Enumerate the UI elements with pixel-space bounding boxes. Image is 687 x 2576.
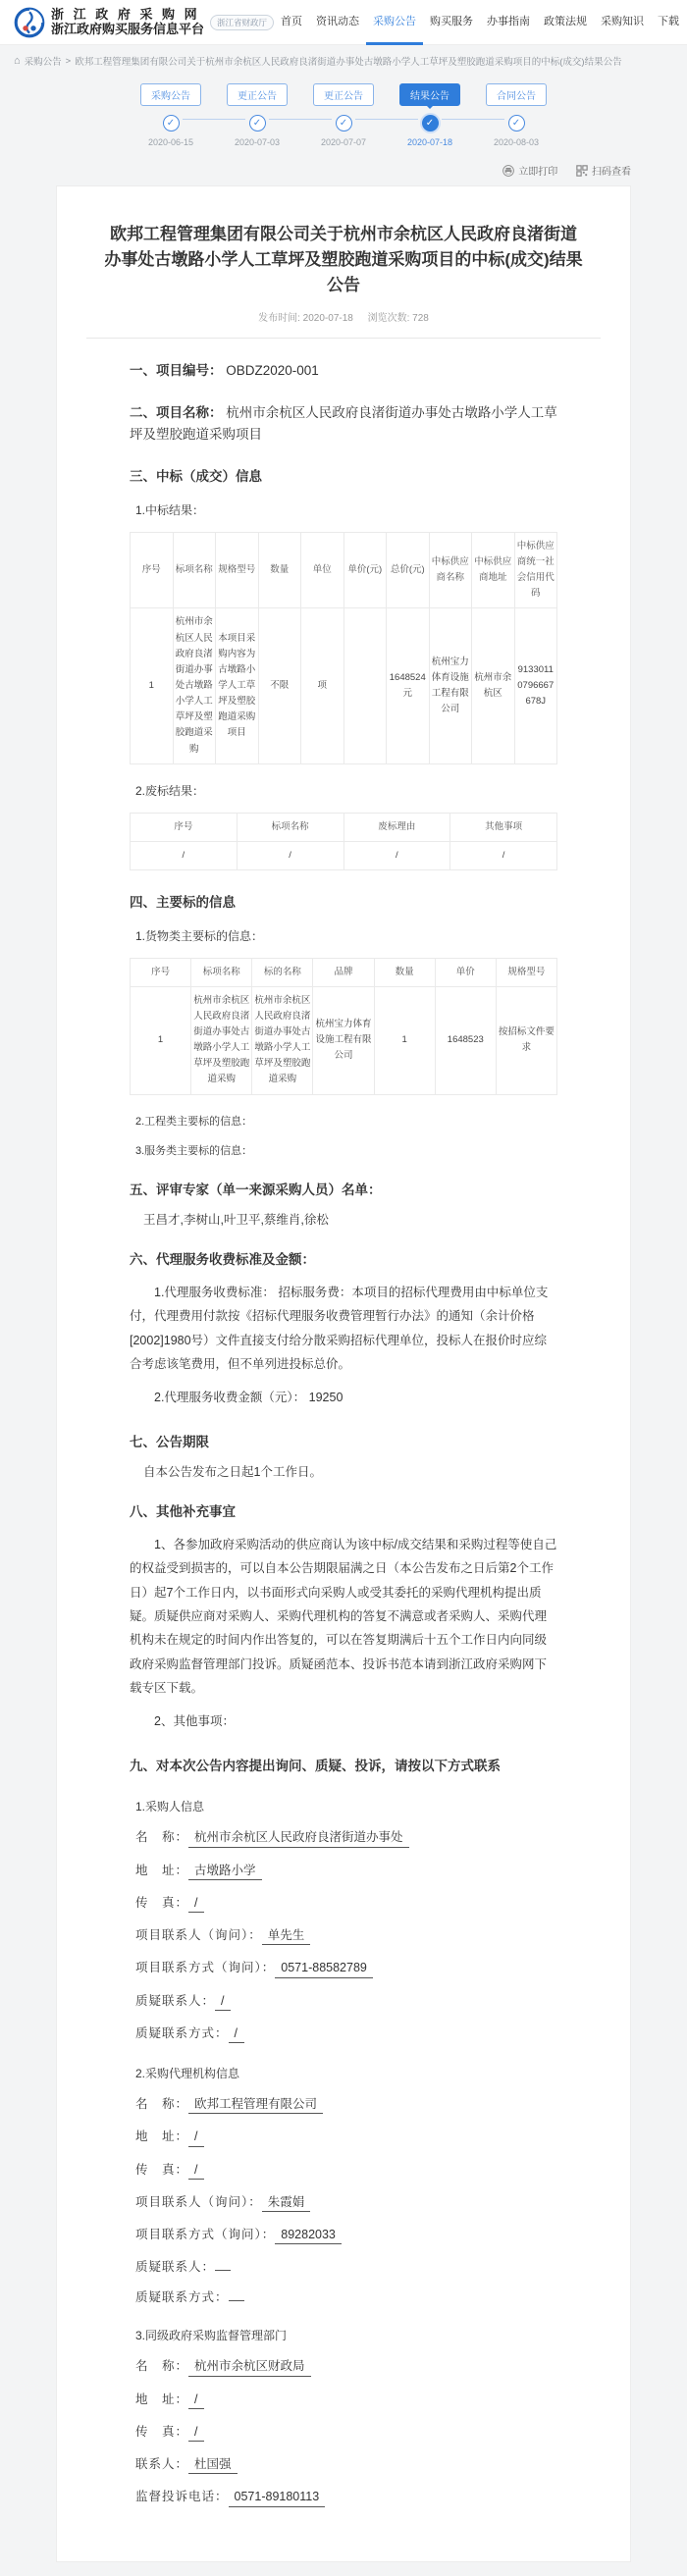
site-title-block [51, 8, 204, 37]
table-cell: / [450, 841, 557, 869]
table-cell: 杭州宝力体育设施工程有限公司 [313, 986, 374, 1094]
contact-line [130, 1861, 557, 1880]
contact-line [130, 2024, 557, 2043]
column-header: 单位 [301, 532, 344, 608]
column-header: 规格型号 [216, 532, 259, 608]
contact-value: 欧邦工程管理有限公司 [188, 2096, 323, 2114]
table-row [131, 608, 557, 763]
scan-qr-button[interactable] [576, 163, 631, 178]
table-cell: 本项目采购内容为古墩路小学人工草坪及塑胶跑道采购项目 [216, 608, 259, 763]
table-header-row [131, 958, 557, 986]
contact-value: 89282033 [275, 2227, 342, 2244]
section-1-heading: 一、项目编号： [130, 362, 223, 378]
contact-label: 传 真： [135, 2424, 189, 2439]
section-7-heading: 七、公告期限 [130, 1434, 209, 1449]
column-header: 序号 [131, 532, 174, 608]
table-cell: 项 [301, 608, 344, 763]
breadcrumb-current: 欧邦工程管理集团有限公司关于杭州市余杭区人民政府良渚街道办事处古墩路小学人工草坪及塑胶跑道采购项目的中标(成交)结果公告 [75, 57, 622, 68]
contact-line [130, 2390, 557, 2409]
table-row [131, 841, 557, 869]
contact-value: 杭州市余杭区财政局 [188, 2358, 311, 2376]
contact-value: 古墩路小学 [188, 1863, 262, 1880]
timeline-tab-result[interactable]: 结果公告 [399, 83, 460, 106]
view-count: 浏览次数: 728 [367, 312, 429, 324]
section-4-heading: 四、主要标的信息 [130, 895, 236, 911]
site-header [0, 0, 687, 45]
contact-line [130, 1925, 557, 1945]
contact-label: 项目联系人（询问）： [135, 2194, 262, 2209]
print-button[interactable] [502, 163, 557, 178]
contact-line [130, 2257, 557, 2275]
section-2-heading: 二、项目名称： [130, 405, 223, 421]
timeline-date: 2020-07-03 [234, 137, 281, 147]
timeline-date: 2020-08-03 [493, 137, 540, 147]
site-title: 浙 江 政 府 采 购 网 [51, 6, 200, 22]
article-meta [86, 309, 601, 324]
contact-group [130, 1798, 557, 2043]
table-cell: 1 [374, 986, 435, 1094]
contact-value: / [188, 2162, 204, 2180]
contact-line [130, 1893, 557, 1913]
announcement-period: 自本公告发布之日起1个工作日。 [143, 1465, 322, 1480]
column-header: 其他事项 [450, 813, 557, 841]
column-header: 单价(元) [344, 532, 387, 608]
column-header: 规格型号 [496, 958, 556, 986]
contact-value: 杭州市余杭区人民政府良渚街道办事处 [188, 1829, 409, 1847]
column-header: 中标供应商名称 [429, 532, 472, 608]
project-number: OBDZ2020-001 [226, 362, 319, 378]
contact-line [130, 2454, 557, 2474]
rejected-result-table [130, 813, 557, 870]
column-header: 中标供应商地址 [472, 532, 515, 608]
contact-group [130, 2065, 557, 2305]
table-header-row [131, 813, 557, 841]
column-header: 单价 [435, 958, 496, 986]
contact-value: / [188, 1895, 204, 1913]
services-info-label: 3.服务类主要标的信息： [135, 1144, 253, 1157]
breadcrumb-separator: > [65, 55, 72, 67]
award-result-table [130, 532, 557, 764]
contact-value: 单先生 [262, 1927, 311, 1945]
contact-label: 名 称： [135, 2097, 189, 2112]
rejected-result-label: 2.废标结果： [135, 783, 205, 798]
column-header: 序号 [131, 958, 191, 986]
nav-item-news[interactable]: 资讯动态 [316, 16, 360, 27]
table-cell [344, 608, 387, 763]
print-button-label: 立即打印 [518, 167, 558, 178]
timeline-date: 2020-07-18 [406, 137, 453, 147]
contact-label: 地 址： [135, 2129, 189, 2144]
contact-label: 项目联系人（询问）： [135, 1928, 262, 1943]
nav-item-download[interactable]: 下载 [658, 16, 679, 27]
table-cell: 杭州宝力体育设施工程有限公司 [429, 608, 472, 763]
breadcrumb-root-link[interactable]: 采购公告 [24, 57, 62, 68]
column-header: 标项名称 [191, 958, 252, 986]
supplement-paragraph-2: 2、其他事项： [154, 1714, 235, 1729]
section-2-project-name [130, 402, 557, 445]
contact-line [130, 2225, 557, 2244]
table-header-row [131, 532, 557, 608]
timeline-step-result [387, 83, 473, 147]
contact-label: 传 真： [135, 1895, 189, 1910]
agency-fee-standard: 1.代理服务收费标准： 招标服务费：本项目的招标代理费用由中标单位支付，代理费用付款按《招标代理服务收费管理暂行办法》的通知（余计价格[2002]1980号）文件直接支付给分散采购招标代理单位，投标人在报价时应综合考虑该笔费用，但不单列进投标总价。 [130, 1285, 549, 1371]
printer-icon [502, 165, 514, 177]
contact-line [130, 2487, 557, 2506]
contact-value: / [188, 2129, 204, 2146]
works-info-label: 2.工程类主要标的信息： [135, 1115, 253, 1128]
contact-line [130, 2287, 557, 2305]
table-cell: / [131, 841, 238, 869]
contact-label: 质疑联系方式： [135, 2290, 229, 2305]
table-cell: / [237, 841, 344, 869]
announcement-card [56, 185, 631, 2562]
contact-label: 名 称： [135, 2359, 189, 2374]
project-name: 杭州市余杭区人民政府良渚街道办事处古墩路小学人工草坪及塑胶跑道采购项目 [130, 405, 557, 442]
contact-label: 联系人： [135, 2457, 189, 2472]
timeline-tab-contract[interactable]: 合同公告 [486, 83, 547, 106]
column-header: 品牌 [313, 958, 374, 986]
contact-label: 监督投诉电话： [135, 2490, 229, 2504]
expert-names: 王昌才,李树山,叶卫平,蔡维肖,徐松 [143, 1213, 329, 1228]
main-nav [274, 0, 679, 45]
article-body [86, 360, 601, 2507]
timeline-tab-correction-1[interactable]: 更正公告 [227, 83, 288, 106]
table-cell: 杭州市余杭区人民政府良渚街道办事处古墩路小学人工草坪及塑胶跑道采购 [252, 986, 313, 1094]
section-6-heading: 六、代理服务收费标准及金额： [130, 1252, 315, 1268]
nav-item-knowledge[interactable]: 采购知识 [601, 16, 645, 27]
section-1-project-number [130, 360, 557, 382]
timeline-tab-correction-2[interactable]: 更正公告 [313, 83, 374, 106]
contact-value: 0571-89180113 [229, 2489, 326, 2506]
table-cell: 1648523 [435, 986, 496, 1094]
timeline-tab-procurement[interactable]: 采购公告 [140, 83, 201, 106]
page-title: 欧邦工程管理集团有限公司关于杭州市余杭区人民政府良渚街道办事处古墩路小学人工草坪及塑胶跑道采购项目的中标(成交)结果公告 [104, 224, 583, 295]
contact-label: 项目联系方式（询问）： [135, 2228, 276, 2242]
nav-item-guide[interactable]: 办事指南 [487, 16, 531, 27]
section-9-heading: 九、对本次公告内容提出询问、质疑、投诉，请按以下方式联系 [130, 1758, 501, 1773]
contact-value: 杜国强 [188, 2456, 238, 2474]
contact-label: 项目联系方式（询问）： [135, 1961, 276, 1975]
check-circle-icon: ✓ [508, 115, 525, 131]
contact-label: 地 址： [135, 1863, 189, 1877]
contact-label: 传 真： [135, 2162, 189, 2177]
goods-info-table [130, 958, 557, 1095]
contact-value [215, 2269, 231, 2271]
column-header: 总价(元) [387, 532, 430, 608]
table-cell: 杭州市余杭区人民政府良渚街道办事处古墩路小学人工草坪及塑胶跑道采购 [173, 608, 216, 763]
timeline-step-correction-1 [214, 83, 300, 147]
qr-code-icon [576, 165, 588, 177]
check-circle-icon: ✓ [163, 115, 180, 131]
column-header: 数量 [258, 532, 301, 608]
table-cell: 杭州市余杭区 [472, 608, 515, 763]
contact-groups [130, 1798, 557, 2506]
contact-label: 质疑联系人： [135, 2260, 216, 2275]
contact-line [130, 1991, 557, 2011]
contact-group [130, 2327, 557, 2506]
column-header: 标的名称 [252, 958, 313, 986]
site-logo [14, 7, 45, 38]
divider [86, 338, 601, 339]
contact-line [130, 2127, 557, 2146]
contact-value: / [215, 1993, 231, 2011]
contact-value: / [229, 2025, 244, 2043]
publish-date: 发布时间: 2020-07-18 [258, 312, 353, 324]
section-8-heading: 八、其他补充事宜 [130, 1504, 236, 1520]
timeline-step-procurement [128, 83, 214, 147]
nav-item-policies[interactable]: 政策法规 [544, 16, 588, 27]
page-actions [56, 163, 631, 180]
contact-line [130, 2422, 557, 2442]
timeline-date: 2020-07-07 [320, 137, 367, 147]
contact-value: 朱霞娟 [262, 2194, 311, 2212]
contact-line [130, 1827, 557, 1847]
home-icon: ⌂ [14, 55, 21, 67]
contact-group-title: 1.采购人信息 [135, 1800, 205, 1814]
table-cell: 不限 [258, 608, 301, 763]
contact-line [130, 2160, 557, 2180]
agency-fee-amount: 2.代理服务收费金额（元）： 19250 [154, 1391, 344, 1405]
announcement-timeline [0, 83, 687, 147]
contact-group-title: 3.同级政府采购监督管理部门 [135, 2329, 288, 2343]
nav-item-purchase-services[interactable]: 购买服务 [430, 16, 474, 27]
contact-line [130, 2356, 557, 2376]
contact-line [130, 1958, 557, 1977]
contact-label: 名 称： [135, 1830, 189, 1845]
nav-item-home[interactable]: 首页 [281, 16, 303, 27]
supplement-paragraph-1: 1、各参加政府采购活动的供应商认为该中标/成交结果和采购过程等使自己的权益受到损害的，可以自本公告期限届满之日（本公告发布之日后第2个工作日）起7个工作日内，以书面形式向采购人或受其委托的采购代理机构提出质疑。质疑供应商对采购人、采购代理机构的答复不满意或者采购人、采购代理机构未在规定的时间内作出答复的，可以在答复期满后十五个工作日内向同级政府采购监督管理部门投诉。质疑函范本、投诉书范本请到浙江政府采购网下载专区下载。 [130, 1537, 557, 1696]
column-header: 数量 [374, 958, 435, 986]
section-3-heading: 三、中标（成交）信息 [130, 469, 262, 485]
contact-label: 地 址： [135, 2392, 189, 2406]
table-cell: 按招标文件要求 [496, 986, 556, 1094]
contact-value: / [188, 2424, 204, 2442]
timeline-step-contract [473, 83, 559, 147]
contact-value: 0571-88582789 [275, 1960, 373, 1977]
check-circle-icon: ✓ [249, 115, 266, 131]
table-cell: 杭州市余杭区人民政府良渚街道办事处古墩路小学人工草坪及塑胶跑道采购 [191, 986, 252, 1094]
table-cell: 1 [131, 986, 191, 1094]
column-header: 标项名称 [173, 532, 216, 608]
column-header: 序号 [131, 813, 238, 841]
nav-item-procurement-notices[interactable]: 采购公告 [366, 0, 423, 45]
check-circle-icon: ✓ [336, 115, 352, 131]
finance-dept-badge: 浙江省财政厅 [210, 15, 274, 30]
timeline-date: 2020-06-15 [147, 137, 194, 147]
contact-value: / [188, 2392, 204, 2409]
timeline-step-correction-2 [300, 83, 387, 147]
contact-label: 质疑联系人： [135, 1993, 216, 2008]
table-cell: / [344, 841, 450, 869]
table-cell: 1648524元 [387, 608, 430, 763]
section-5-heading: 五、评审专家（单一来源采购人员）名单： [130, 1182, 382, 1197]
table-row [131, 986, 557, 1094]
column-header: 废标理由 [344, 813, 450, 841]
table-cell: 1 [131, 608, 174, 763]
table-cell: 91330110796667678J [514, 608, 557, 763]
contact-line [130, 2094, 557, 2114]
contact-label: 质疑联系方式： [135, 2025, 229, 2040]
contact-value [229, 2299, 244, 2301]
award-result-label: 1.中标结果： [135, 502, 205, 517]
scan-qr-button-label: 扫码查看 [592, 167, 631, 178]
check-circle-icon: ✓ [422, 115, 439, 131]
column-header: 中标供应商统一社会信用代码 [514, 532, 557, 608]
contact-line [130, 2192, 557, 2212]
goods-info-label: 1.货物类主要标的信息： [135, 928, 264, 943]
column-header: 标项名称 [237, 813, 344, 841]
breadcrumb [0, 45, 687, 74]
contact-group-title: 2.采购代理机构信息 [135, 2067, 240, 2081]
site-subtitle: 浙江政府购买服务信息平台 [51, 21, 205, 36]
